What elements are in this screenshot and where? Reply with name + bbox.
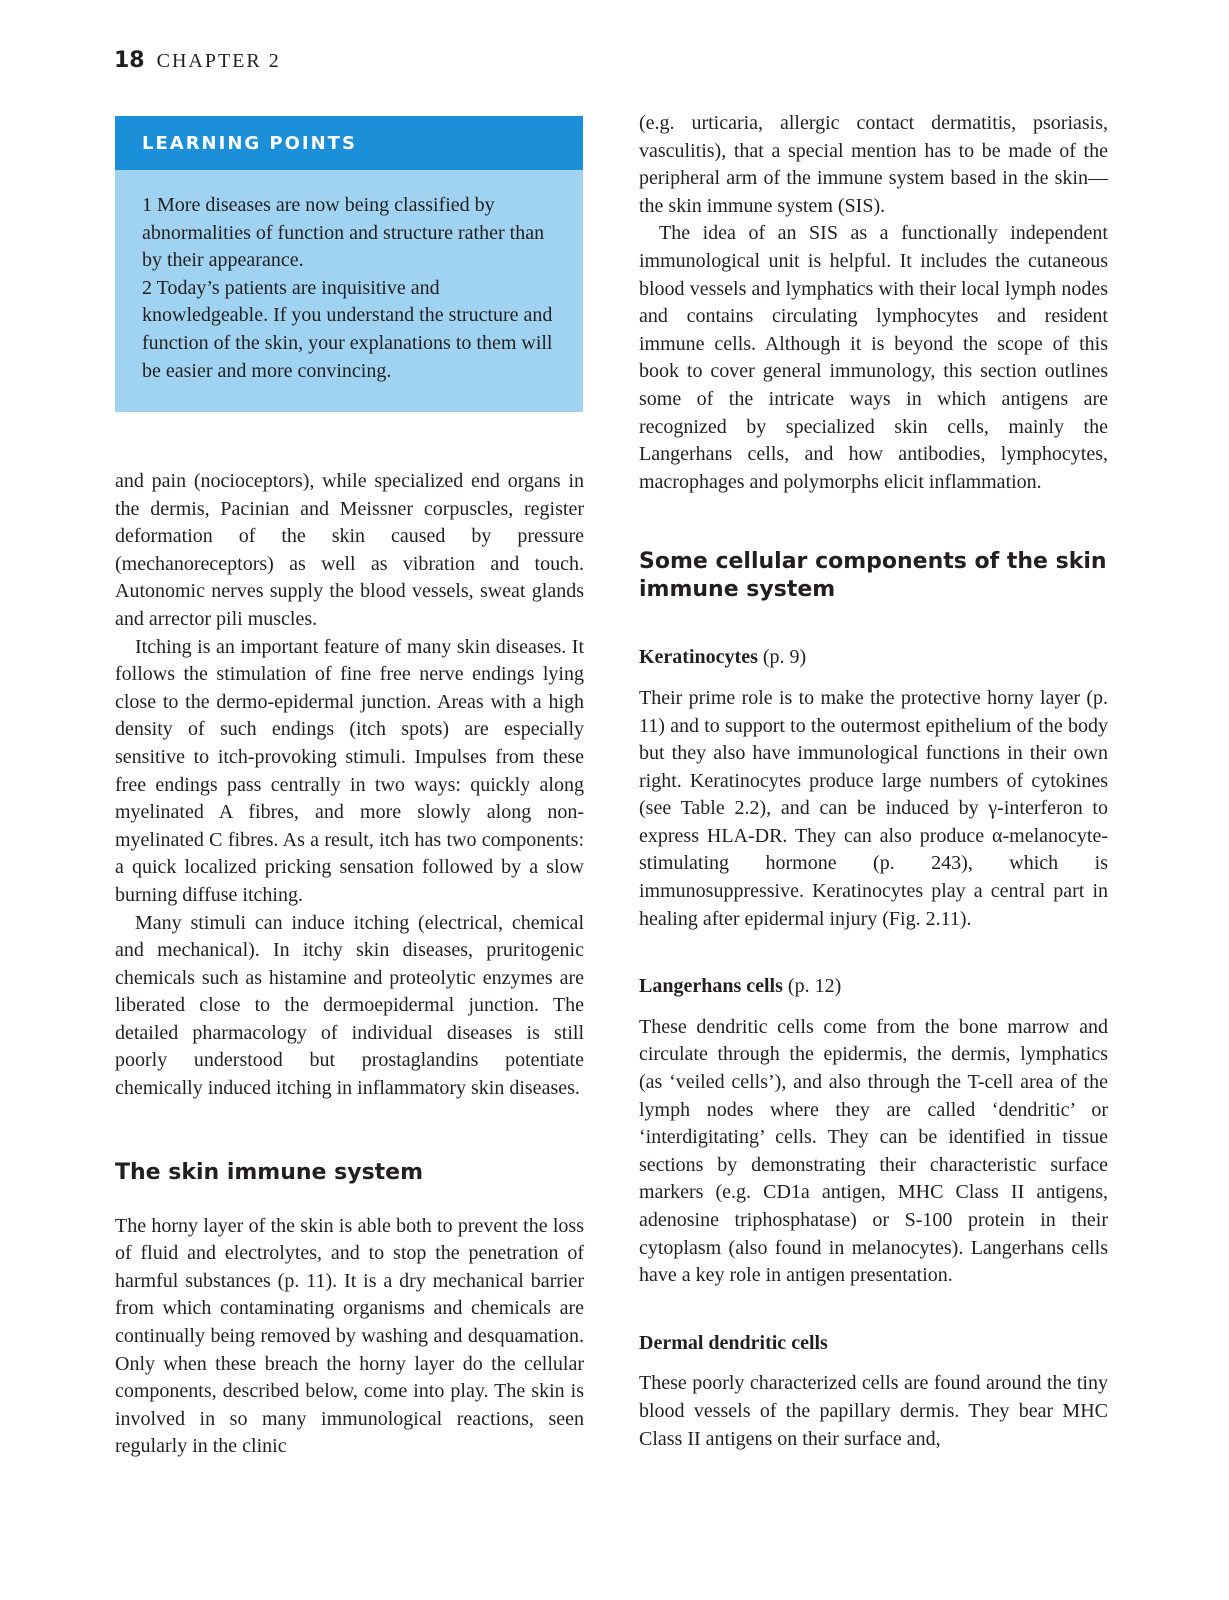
left-column: [115, 468, 584, 1461]
learning-point-2: 2 Today’s patients are inquisitive and knowledgeable. If you understand the structure and function of the skin, your explanations to them will be easier and more convincing.: [142, 276, 553, 382]
subheading-label: Langerhans cells: [639, 975, 783, 998]
learning-points-title: LEARNING POINTS: [142, 133, 357, 154]
body-paragraph: (e.g. urticaria, allergic contact dermatitis, psoriasis, vasculitis), that a special mention has to be made of the peripheral arm of the immune system based in the skin—the skin immune system (SIS).: [639, 112, 1108, 217]
section-heading-skin-immune-system: The skin immune system: [115, 1159, 424, 1185]
subheading-label: Keratinocytes: [639, 646, 758, 669]
subheading-dermal-dendritic: [639, 1330, 1108, 1358]
learning-points-list: [142, 192, 567, 385]
body-paragraph: Their prime role is to make the protective horny layer (p. 11) and to support to the outermost epithelium of the body but they also have immunological functions in their own right. Keratinocytes produce large numbers of cytokines (see Table 2.2), and can be induced by γ-interferon to express HLA-DR. They can also produce α-melanocyte-stimulating hormone (p. 243), which is immunosuppressive. Keratinocytes play a central part in healing after epidermal injury (Fig. 2.11).: [639, 686, 1108, 930]
body-paragraph: These poorly characterized cells are found around the tiny blood vessels of the papillary dermis. They bear MHC Class II antigens on their surface and,: [639, 1372, 1108, 1450]
body-paragraph: The idea of an SIS as a functionally independent immunological unit is helpful. It includes the cutaneous blood vessels and lymphatics with their local lymph nodes and contains circulating lymphocytes and resident immune cells. Although it is beyond the scope of this book to cover general immunology, this section outlines some of the intricate ways in which antigens are recognized by specialized skin cells, mainly the Langerhans cells, and how antibodies, lymphocytes, macrophages and polymorphs elicit inflammation.: [639, 222, 1108, 493]
chapter-label: CHAPTER 2: [156, 50, 281, 72]
subheading-keratinocytes: [639, 644, 1108, 672]
body-paragraph: and pain (nocioceptors), while specialized end organs in the dermis, Pacinian and Meissner corpuscles, register deformation of the skin caused by pressure (mechanoreceptors) as well as vibration and touch. Autonomic nerves supply the blood vessels, sweat glands and arrector pili muscles.: [115, 470, 584, 630]
section-heading-cellular-components: Some cellular components of the skin immune system: [639, 549, 1107, 603]
page-reference: (p. 12): [787, 975, 842, 998]
subheading-langerhans: [639, 973, 1108, 1001]
subheading-label: Dermal dendritic cells: [639, 1331, 828, 1354]
right-column: [639, 110, 1108, 1453]
page-number: 18: [114, 48, 145, 73]
body-paragraph: Itching is an important feature of many skin diseases. It follows the stimulation of fine free nerve endings lying close to the dermo-epidermal junction. Areas with a high density of such endings (itch spots) are especially sensitive to itch-provoking stimuli. Impulses from these free endings pass centrally in two ways: quickly along myelinated A fibres, and more slowly along non-myelinated C fibres. As a result, itch has two components: a quick localized pricking sensation followed by a slow burning diffuse itching.: [115, 635, 584, 906]
learning-point-1: 1 More diseases are now being classified by abnormalities of function and structure rather than by their appearance.: [142, 194, 545, 272]
page-reference: (p. 9): [762, 646, 807, 669]
learning-points-box: [115, 116, 583, 412]
running-head: [114, 48, 281, 73]
body-paragraph: These dendritic cells come from the bone marrow and circulate through the epidermis, the dermis, lymphatics (as ‘veiled cells’), and also through the T-cell area of the lymph nodes where they are called ‘dendritic’ or ‘interdigitating’ cells. They can be identified in tissue sections by demonstrating their characteristic surface markers (e.g. CD1a antigen, MHC Class II antigens, adenosine triphosphatase) or S-100 protein in their cytoplasm (also found in melanocytes). Langerhans cells have a key role in antigen presentation.: [639, 1015, 1108, 1287]
body-paragraph: Many stimuli can induce itching (electrical, chemical and mechanical). In itchy skin diseases, pruritogenic chemicals such as histamine and proteolytic enzymes are liberated close to the dermoepidermal junction. The detailed pharmacology of individual diseases is still poorly understood but prostaglandins potentiate chemically induced itching in inflammatory skin diseases.: [115, 911, 584, 1100]
body-paragraph: The horny layer of the skin is able both to prevent the loss of fluid and electrolytes, and to stop the penetration of harmful substances (p. 11). It is a dry mechanical barrier from which contaminating organisms and chemicals are continually being removed by washing and desquamation. Only when these breach the horny layer do the cellular components, described below, come into play. The skin is involved in so many immunological reactions, seen regularly in the clinic: [115, 1214, 584, 1458]
